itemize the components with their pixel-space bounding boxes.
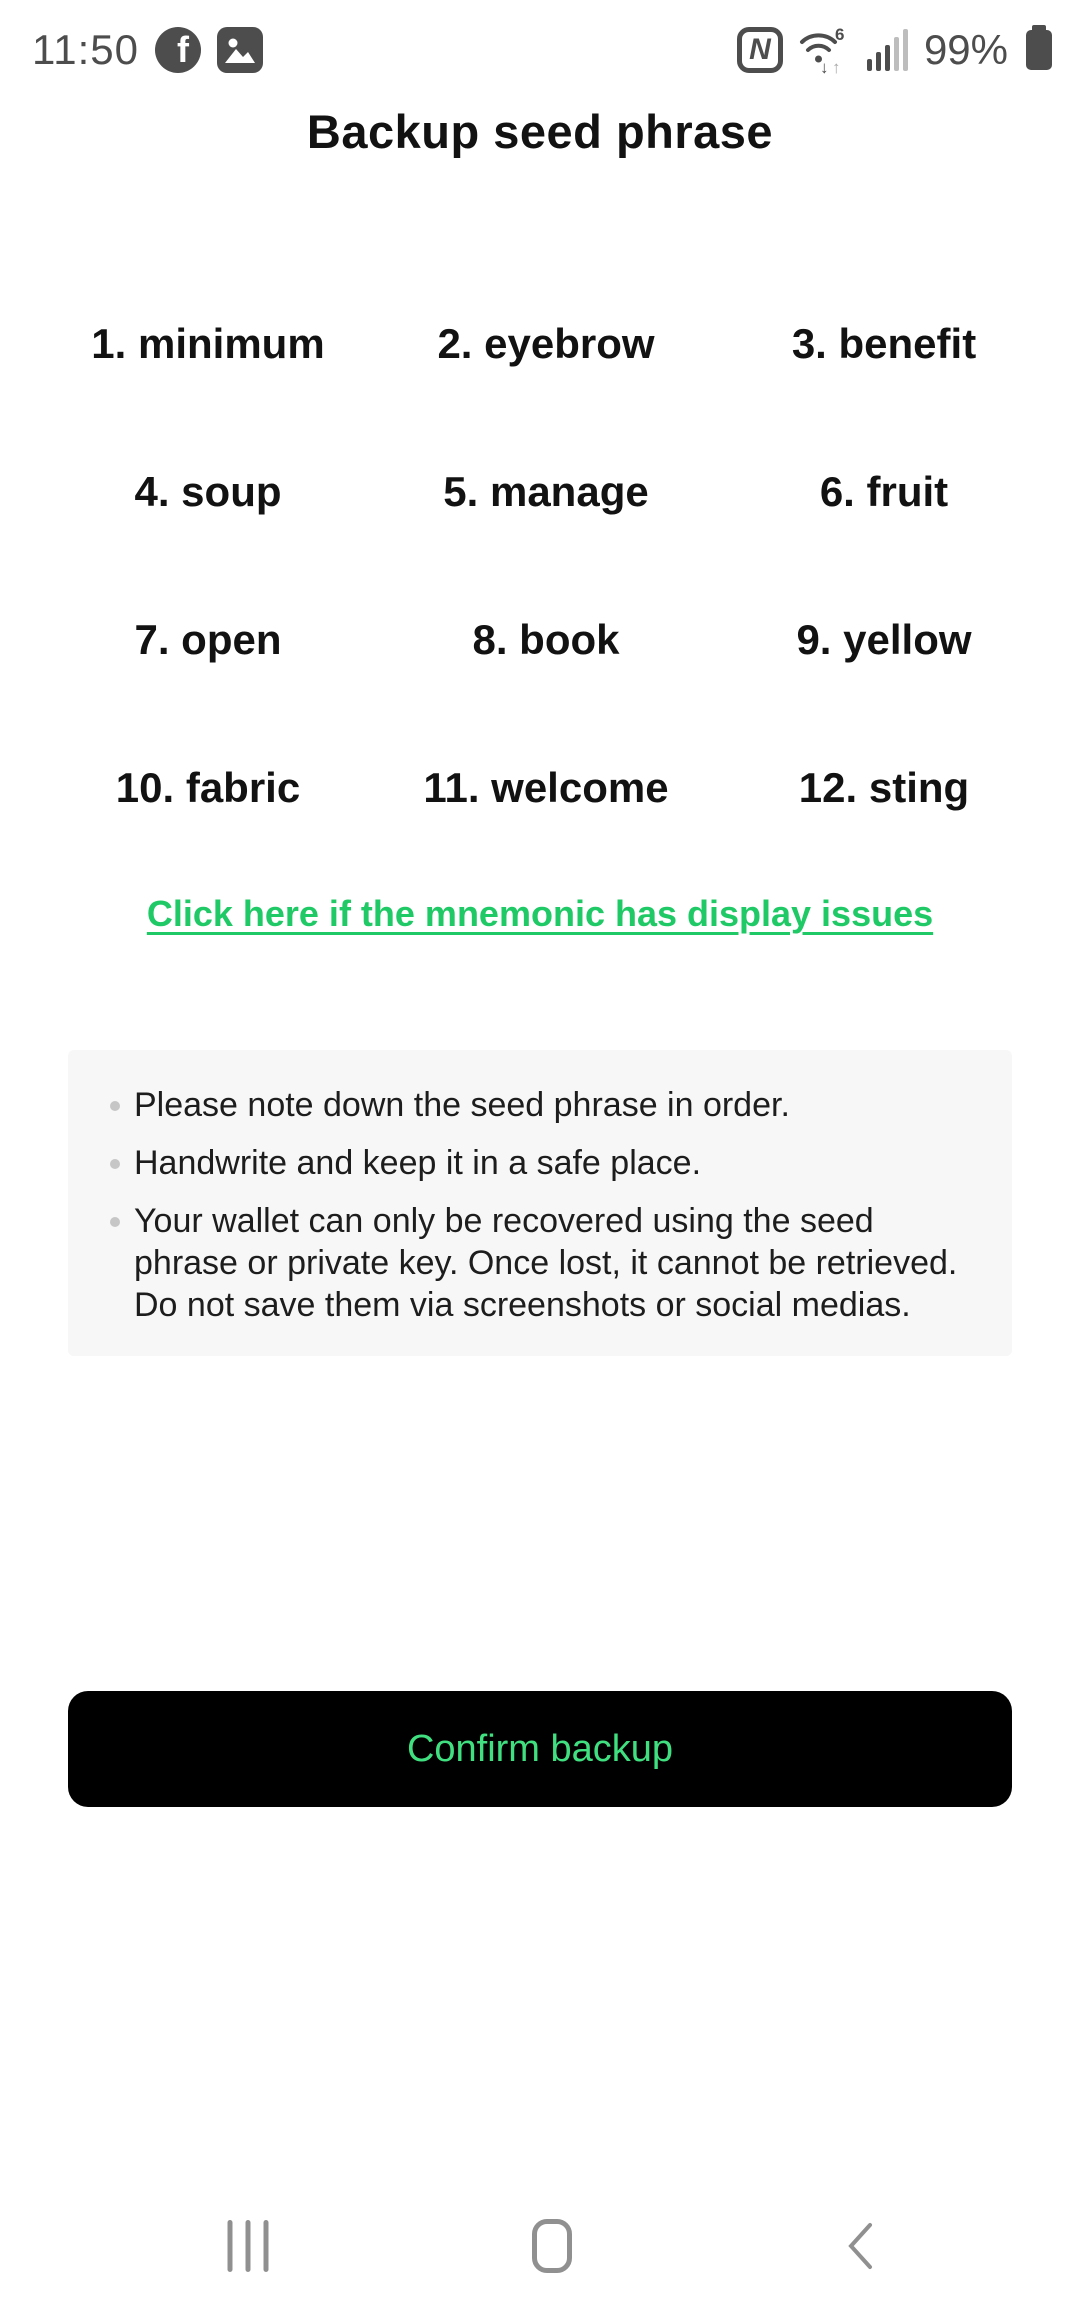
android-navigation-bar <box>0 2176 1080 2316</box>
confirm-backup-button[interactable]: Confirm backup <box>68 1691 1012 1807</box>
cellular-signal-icon <box>867 29 908 71</box>
facebook-notification-icon: f <box>155 27 201 73</box>
home-icon <box>532 2219 572 2273</box>
seed-word-10: 10. fabric <box>115 764 301 811</box>
page-title: Backup seed phrase <box>306 105 774 158</box>
back-button[interactable] <box>842 2218 878 2274</box>
seed-word-grid <box>39 270 1053 862</box>
home-button[interactable] <box>532 2219 572 2273</box>
seed-word-4: 4. soup <box>134 468 282 515</box>
warning-text-3: Your wallet can only be recovered using the seed phrase or private key. Once lost, it cannot be retrieved. Do not save them via screenshots or social medias. <box>134 1202 958 1324</box>
bullet-dot-icon <box>110 1217 120 1227</box>
wifi-6-icon <box>799 25 851 75</box>
battery-percentage: 99% <box>923 26 1008 73</box>
gallery-notification-icon <box>217 27 263 73</box>
warning-text-1: Please note down the seed phrase in order. <box>134 1086 790 1124</box>
status-bar-right <box>737 25 1052 75</box>
warning-item <box>96 1200 976 1326</box>
nfc-icon: N <box>737 27 783 73</box>
seed-word-1: 1. minimum <box>91 320 325 367</box>
mnemonic-display-issue-link-row <box>0 893 1080 935</box>
svg-text:↓: ↓ <box>819 58 829 75</box>
svg-text:6: 6 <box>834 25 845 44</box>
seed-word-9: 9. yellow <box>796 616 972 663</box>
seed-word-11: 11. welcome <box>423 764 669 811</box>
seed-word-8: 8. book <box>472 616 620 663</box>
warning-text-2: Handwrite and keep it in a safe place. <box>134 1144 702 1182</box>
seed-word-2: 2. eyebrow <box>437 320 655 367</box>
bullet-dot-icon <box>110 1159 120 1169</box>
seed-word-12: 12. sting <box>798 764 970 811</box>
clock: 11:50 <box>32 26 139 73</box>
seed-word-5: 5. manage <box>443 468 649 515</box>
bullet-dot-icon <box>110 1101 120 1111</box>
seed-word-6: 6. fruit <box>819 468 949 515</box>
seed-word-7: 7. open <box>134 616 282 663</box>
back-chevron-icon <box>842 2218 878 2274</box>
battery-icon <box>1026 30 1052 70</box>
warning-item <box>96 1084 976 1126</box>
status-bar <box>0 0 1080 86</box>
recents-button[interactable] <box>228 2220 269 2272</box>
status-bar-left <box>32 26 263 74</box>
seed-phrase-warning-box <box>68 1050 1012 1356</box>
recents-icon <box>228 2220 233 2272</box>
warning-item <box>96 1142 976 1184</box>
mnemonic-display-issue-link[interactable]: Click here if the mnemonic has display issues <box>146 893 934 934</box>
svg-text:↑: ↑ <box>831 58 841 75</box>
seed-word-3: 3. benefit <box>791 320 977 367</box>
